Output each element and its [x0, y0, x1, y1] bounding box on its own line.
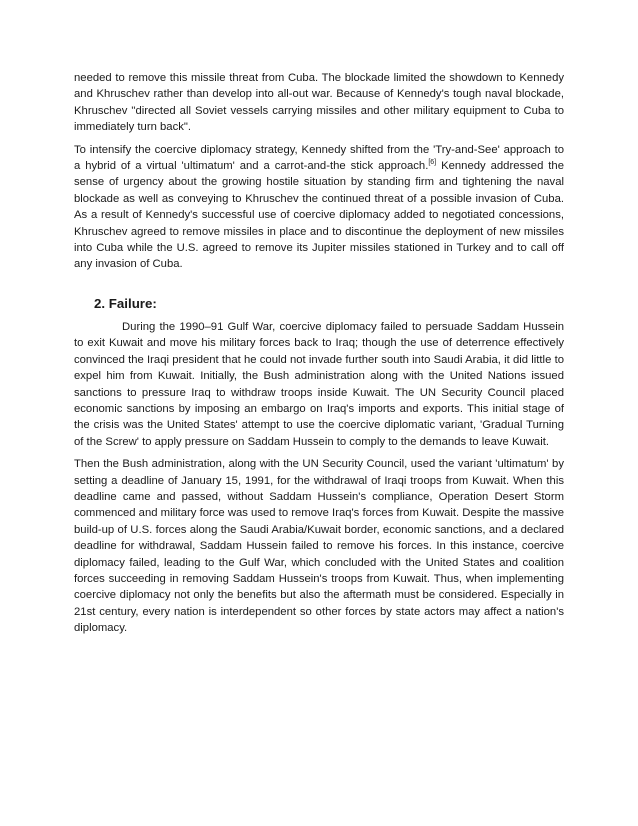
paragraph-blockade: needed to remove this missile threat from Cuba. The blockade limited the showdown to Kennedy and Khruschev rather than develop into all-out war. Because of Kennedy's tough naval blockade, Khruschev "directed all Soviet vessels carrying missiles and other military equipment to Cuba to immediately turn back". [74, 72, 564, 134]
paragraph-gulf-war: During the 1990–91 Gulf War, coercive diplomacy failed to persuade Saddam Hussein to exit Kuwait and move his military forces back to Iraq; though the use of deterrence effectively convinced the Iraqi president that he could not invade further south into Saudi Arabia, it did little to expel him from Kuwait. Initially, the Bush administration along with the United Nations issued sanctions to pressure Iraq to withdraw troops inside Kuwait. The UN Security Council placed economic sanctions by imposing an embargo on Iraq's imports and exports. This initial stage of the crisis was the United States' attempt to use the coercive diplomatic variant, 'Gradual Turning of the Screw' to apply pressure on Saddam Hussein to comply to the demands to leave Kuwait. [74, 320, 564, 448]
paragraph-kennedy-strategy-part1: To intensify the coercive diplomacy strategy, Kennedy shifted from the 'Try-and-See' approach to a hybrid of a virtual 'ultimatum' and a carrot-and-the stick approach. [74, 143, 564, 173]
paragraph-kennedy-strategy [74, 142, 564, 273]
paragraph-ultimatum: Then the Bush administration, along with the UN Security Council, used the variant 'ultimatum' by setting a deadline of January 15, 1991, for the withdrawal of Iraqi troops from Kuwait. When this deadline came and passed, without Saddam Hussein's compliance, Operation Desert Storm commenced and military force was used to remove Iraq's forces from Kuwait. Despite the massive build-up of U.S. forces along the Saudi Arabia/Kuwait border, economic sanctions, and a declared deadline for withdrawal, Saddam Hussein failed to remove his forces. In this instance, coercive diplomacy failed, leading to the Gulf War, which concluded with the United States and coalition forces succeeding in removing Saddam Hussein's troops from Kuwait. Thus, when implementing coercive diplomacy not only the benefits but also the aftermath must be considered. Especially in 21st century, every nation is interdependent so other forces by state actors may affect a nation's diplomacy. [74, 458, 564, 635]
paragraph-kennedy-strategy-part2: Kennedy addressed the sense of urgency about the growing hostile situation by standing firm and tightening the naval blockade as well as conveying to Khruschev the continued threat of a possible invasion of Cuba. As a result of Kennedy's successful use of coercive diplomacy added to negotiated concessions, Khruschev agreed to remove missiles in place and to discontinue the deployment of new missiles into Cuba while the U.S. agreed to remove its Jupiter missiles stationed in Turkey and to call off any invasion of Cuba. [74, 160, 564, 271]
section-heading-failure: 2. Failure: [94, 295, 157, 311]
footnote-reference[interactable]: [6] [428, 159, 437, 167]
document-page [74, 70, 564, 643]
